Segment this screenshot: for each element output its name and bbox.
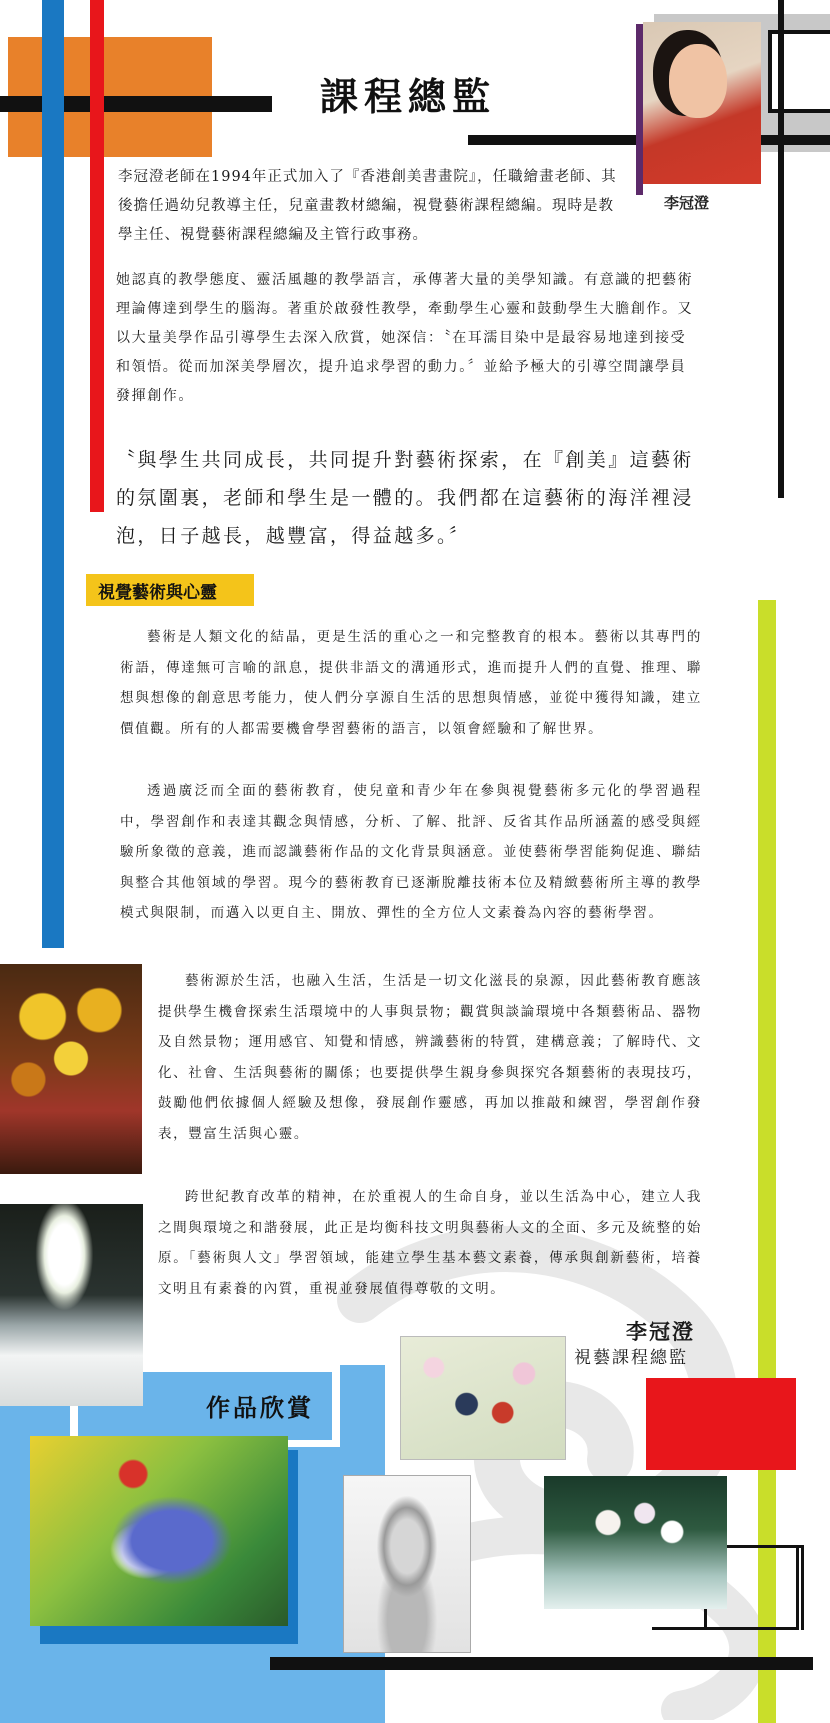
gallery-title: 作品欣賞	[206, 1394, 314, 1422]
black-bar-edge	[755, 135, 830, 145]
teacher-face	[669, 44, 727, 118]
artwork-yellow-flowers	[0, 964, 142, 1174]
artwork-flower-vase	[544, 1476, 727, 1609]
teacher-photo-caption: 李冠澄	[664, 194, 710, 212]
signature-name: 李冠澄	[626, 1320, 695, 1344]
section-paragraph-2: 透過廣泛而全面的藝術教育，使兒童和青少年在參與視覺藝術多元化的學習過程中，學習創作和表達其觀念與情感，分析、了解、批評、反省其作品所涵蓋的感受與經驗所象徵的意義，進而認識藝術作品的文化背景與涵意。並使藝術學習能夠促進、聯結與整合其他領域的學習。現今的藝術教育已逐漸脫離技術本位及精緻藝術所主導的教學模式與限制，而邁入以更自主、開放、彈性的全方位人文素養為內容的藝術學習。	[120, 783, 702, 922]
red-square-block	[646, 1378, 796, 1470]
intro-paragraph-2: 她認真的教學態度、靈活風趣的教學語言，承傳著大量的美學知識。有意識的把藝術理論傳達到學生的腦海。著重於啟發性教學，牽動學生心靈和鼓動學生大膽創作。又以大量美學作品引導學生去深入欣賞，她深信：〝在耳濡目染中是最容易地達到接受和領悟。從而加深美學層次，提升追求學習的動力。〞並給予極大的引導空間讓學員發揮創作。	[116, 272, 694, 404]
red-vertical-bar	[90, 0, 104, 512]
artwork-white-peony-vase	[0, 1204, 143, 1406]
signature-title: 視藝課程總監	[574, 1348, 688, 1368]
artwork-sketch-bust	[343, 1475, 471, 1653]
black-vertical-line	[778, 0, 784, 498]
section-paragraph-3: 藝術源於生活，也融入生活，生活是一切文化滋長的泉源，因此藝術教育應該提供學生機會探索生活環境中的人事與景物；觀賞與談論環境中各類藝術品、器物及自然景物；運用感官、知覺和情感，辨識藝術的特質，建構意義；了解時代、文化、社會、生活與藝術的關係；也要提供學生親身參與探究各類藝術的表現技巧，鼓勵他們依據個人經驗及想像，發展創作靈感，再加以推敲和練習，學習創作發表，豐富生活與心靈。	[158, 973, 702, 1142]
artwork-rooster	[30, 1436, 288, 1626]
black-bar-top-left	[0, 96, 272, 112]
teacher-photo	[643, 22, 761, 184]
purple-photo-border	[636, 24, 643, 195]
teacher-quote: 〝與學生共同成長，共同提升對藝術探索，在『創美』這藝術的氛圍裏，老師和學生是一體的。我們都在這藝術的海洋裡浸泡，日子越長，越豐富，得益越多。〞	[116, 449, 694, 547]
black-bar-bottom	[270, 1657, 813, 1670]
intro-paragraph-1: 李冠澄老師在1994年正式加入了『香港創美書畫院』，任職繪畫老師、其後擔任過幼兒教導主任，兒童畫教材總編，視覺藝術課程總編。現時是教學主任、視覺藝術課程總編及主管行政事務。	[118, 169, 617, 243]
artwork-birds-blossoms	[400, 1336, 566, 1460]
blue-vertical-bar	[42, 0, 64, 948]
page-title: 課程總監	[320, 75, 497, 119]
section-paragraph-4: 跨世紀教育改革的精神，在於重視人的生命自身，並以生活為中心，建立人我之間與環境之和諧發展，此正是均衡科技文明與藝術人文的全面、多元及統整的始原。「藝術與人文」學習領域，能建立學生基本藝文素養，傳承與創新藝術，培養文明且有素養的內質，重視並發展值得尊敬的文明。	[158, 1189, 702, 1297]
section-paragraph-1: 藝術是人類文化的結晶，更是生活的重心之一和完整教育的根本。藝術以其專門的術語，傳達無可言喻的訊息，提供非語文的溝通形式，進而提升人們的直覺、推理、聯想與想像的創意思考能力，使人們分享源自生活的思想與情感，並從中獲得知識，建立價值觀。所有的人都需要機會學習藝術的語言，以領會經驗和了解世界。	[120, 629, 702, 737]
section-heading: 視覺藝術與心靈	[86, 574, 254, 606]
